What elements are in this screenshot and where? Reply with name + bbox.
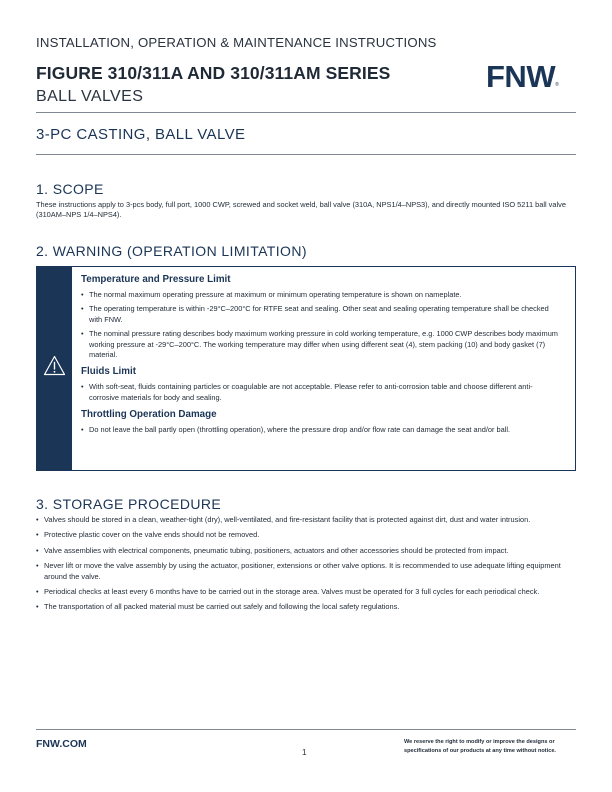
warning-group-throttling [81, 409, 561, 435]
list-item: • The normal maximum operating pressure at maximum or minimum operating temperature is shown on nameplate. [81, 290, 561, 300]
logo-text: FNW [486, 59, 556, 94]
list-item: • Protective plastic cover on the valve ends should not be removed. [36, 530, 576, 540]
footer-disclaimer: We reserve the right to modify or improve the designs or specifications of our products at any time without notice. [404, 739, 556, 754]
document-subtitle: BALL VALVES [36, 88, 144, 105]
warning-heading: 2. WARNING (OPERATION LIMITATION) [36, 243, 307, 259]
warning-box [36, 266, 576, 471]
storage-heading: 3. STORAGE PROCEDURE [36, 496, 222, 512]
product-heading: 3-PC CASTING, BALL VALVE [36, 126, 246, 143]
footer-divider [36, 729, 576, 730]
scope-text: These instructions apply to 3-pcs body, full port, 1000 CWP, screwed and socket weld, ball valve (310A, NPS1/4–NPS3), and directly mounted ISO 5211 ball valve (310AM–NPS 1/4–NPS4). [36, 200, 566, 220]
list-item: • Valve assemblies with electrical components, pneumatic tubing, positioners, actuators and other accessories should be protected from impact. [36, 546, 576, 556]
list-item: • Valves should be stored in a clean, weather-tight (dry), well-ventilated, and fire-resistant facility that is protected against dirt, dust and water intrusion. [36, 515, 576, 525]
warning-content [81, 274, 561, 442]
list-item: • Never lift or move the valve assembly by using the actuator, positioner, extensions or other valve options. It is recommended to use adequate lifting equipment around the valve. [36, 561, 576, 582]
warning-subheading: Fluids Limit [81, 366, 136, 378]
warning-subheading: Temperature and Pressure Limit [81, 274, 231, 285]
list-item: • The nominal pressure rating describes body maximum working pressure in cold working temperature, e.g. 1000 CWP describes body maximum working pressure at -29°C–200°C. The working temperature may differ when using different seat (4), stem packing (10) and body gasket (7) material. [81, 329, 561, 360]
warning-subheading: Throttling Operation Damage [81, 409, 217, 421]
storage-list [36, 515, 576, 618]
header-divider [36, 112, 576, 113]
section-divider [36, 154, 576, 155]
footer-website: FNW.COM [36, 738, 87, 750]
page-number: 1 [302, 748, 307, 757]
scope-heading: 1. SCOPE [36, 181, 104, 197]
document-type-heading: INSTALLATION, OPERATION & MAINTENANCE INSTRUCTIONS [36, 35, 437, 50]
warning-triangle-icon [43, 355, 66, 376]
document-title: FIGURE 310/311A AND 310/311AM SERIES [36, 63, 391, 83]
fnw-logo [486, 59, 558, 95]
warning-group-fluids [81, 366, 561, 403]
list-item: • Periodical checks at least every 6 months have to be carried out in the storage area. Valves must be operated for 3 full cycles for each periodical check. [36, 587, 576, 597]
list-item: • Do not leave the ball partly open (throttling operation), where the pressure drop and/or flow rate can damage the seat and/or ball. [81, 425, 561, 435]
warning-sidebar [37, 267, 72, 470]
registered-mark: ® [555, 82, 559, 88]
warning-group-temperature [81, 274, 561, 360]
list-item: • The transportation of all packed material must be carried out safely and following the local safety regulations. [36, 602, 576, 612]
list-item: • With soft-seat, fluids containing particles or coagulable are not acceptable. Please refer to anti-corrosion table and choose different anti-corrosive materials for body and sealing. [81, 382, 561, 403]
list-item: • The operating temperature is within -29°C–200°C for RTFE seat and sealing. Other seat and sealing operating temperature shall be checked with FNW. [81, 304, 561, 325]
